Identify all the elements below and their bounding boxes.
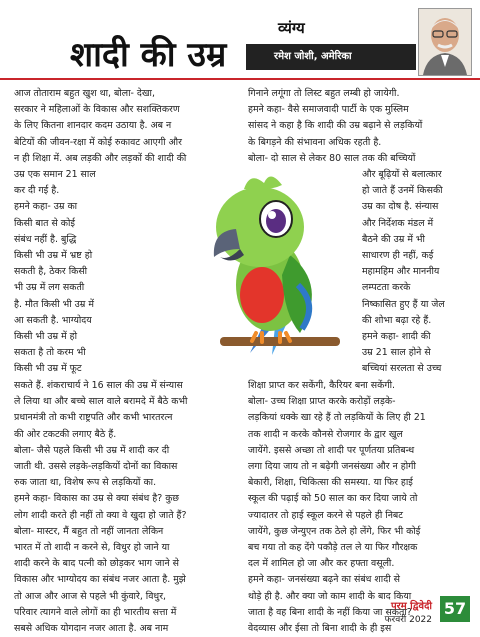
article-text-line: किसी बात से कोई [14,217,76,229]
article-text-line: न ही शिक्षा में. अब लड़की और लड़कों की शादी की [14,152,187,164]
author-name: रमेश जोशी [274,51,314,62]
article-text-line: जाता है वह बिना शादी के नहीं किया जा सकता? [248,606,412,618]
page-number: 57 [440,596,470,622]
issue-date: फरवरी 2022 [384,615,432,625]
right-column-bottom [248,378,470,637]
article-text-line: भारत में तो शादी न करने से, विधुर हो जाने या [14,542,170,554]
article-text-line: हमने कहा- उम्र का [14,201,78,213]
article-text-line: सांसद ने कहा है कि शादी की उम्र बढ़ाने से लड़कियों [248,120,423,132]
category-label: व्यंग्य [278,19,305,37]
article-text-line: विकास और भाग्योदय का संबंध नजर आता है. मुझे [14,574,186,586]
article-text-line: की ओर टकटकी लगाए बैठे हैं. [14,428,117,440]
article-text-line: भी उम्र में लग सकती [14,282,85,294]
author-photo [418,8,472,76]
article-text-line: रुक जाता था, विशेष रूप से लड़कियों का. [14,477,157,489]
magazine-name: परम द्विवेदी [390,601,432,612]
article-text-line: ले लिया था और बच्चे साल वाले बरामदे में बैठे कभी [14,396,188,408]
article-text-line: जाती थी. उससे लड़के-लड़कियों दोनों का विकास [14,461,178,473]
article-text-line: ज्यादातर तो हाई स्कूल करने से पहले ही निबट [248,509,403,521]
article-text-line: हमने कहा- शादी की [362,331,431,343]
article-text-line: किसी भी उम्र में भ्रष्ट हो [14,250,93,262]
article-text-line: वेदव्यास और ईसा तो बिना शादी के ही इस [248,623,392,635]
author-bar: रमेश जोशी, अमेरिका [246,44,416,70]
article-text-line: लोग शादी करते ही नहीं तो क्या वे खुदा हो जाते हैं? [14,509,187,521]
article-text-line: हमने कहा- वैसे समाजवादी पार्टी के एक मुस्लिम [248,104,409,116]
article-text-line: हो जाते हैं उनमें किसकी [362,185,443,197]
article-text-line: और बूढ़ियों से बलात्कार [362,169,442,180]
article-text-line: उम्र का दोष है. संन्यास [362,201,439,213]
article-text-line: हमने कहा- विकास का उम्र से क्या संबंध है? कुछ [14,493,179,505]
article-text-line: हमने कहा- जनसंख्या बढ़ने का संबंध शादी से [248,574,400,586]
article-text-line: के लिए कितना शानदार कदम उठाया है. अब न [14,120,172,132]
article-text-line: और निर्देशक मंडल में [362,217,434,229]
article-text-line: शादी करने के बाद पत्नी को छोड़कर भाग जाने से [14,558,179,570]
article-text-line: किसी भी उम्र में हो [14,331,78,343]
left-column-bottom [14,378,240,637]
article-text-line: तक शादी न करके कौनसे रोजगार के द्वार खुल [248,428,403,440]
right-column-top [248,86,470,167]
parrot-illustration [150,165,380,355]
article-text-line: संबंध नहीं है. बुद्धि [14,233,77,245]
article-text-line: सरकार ने महिलाओं के विकास और सशक्तिकरण [14,104,180,116]
article-text-line: निष्कासित हुए हैं या जेल [362,298,445,310]
article-text-line: सबसे अधिक योगदान नजर आता है. अब नाम [14,623,169,635]
article-text-line: बेकारी, शिक्षा, चिकित्सा की समस्या. या फिर हाई [248,477,413,489]
article-text-line: बोला- दो साल से लेकर 80 साल तक की बच्चियों [248,152,416,164]
author-portrait-icon [419,9,471,75]
article-text-line: लगा दिया जाय तो न बढ़ेगी जनसंख्या और न होगी [248,461,416,473]
article-text-line: लम्पटता करके [362,282,411,294]
article-text-line: बेटियों की जीवन-रक्षा में कोई रुकावट आएगी और [14,136,182,148]
article-text-line: प्रधानमंत्री तो कभी राष्ट्रपति और कभी भारतरत्न [14,412,173,424]
header-divider [0,78,480,80]
article-text-line: के बिगड़ने की संभावना अधिक रहती है. [248,136,382,148]
article-text-line: बच गया तो कह देंगे पकौड़े तल ले या फिर गौरक्षक [248,542,418,554]
article-text-line: उम्र एक समान 21 साल [14,169,96,181]
article-text-line: किसी भी उम्र में फूट [14,363,82,375]
article-text-line: बोला- जैसे पहले किसी भी उम्र में शादी कर दी [14,444,170,456]
article-text-line: परिवार त्यागने वाले लोगों का ही भारतीय सत्ता में [14,606,177,618]
article-text-line: आ सकती है. भाग्योदय [14,314,92,326]
article-text-line: साधारण ही नहीं, कई [362,250,434,262]
page-footer [385,598,432,625]
article-text-line: शिक्षा प्राप्त कर सकेंगी, कैरियर बना सकेंगी. [248,380,396,391]
article-text-line: थोड़े ही है. और क्या जो काम शादी के बाद किया [248,590,412,602]
article-text-line: बोला- मास्टर, मैं बहुत तो नहीं जानता लेकिन [14,525,164,537]
article-text-line: तो आज और आज से पहले भी कुंवारे, विधुर, [14,590,167,602]
article-text-line: दल में शामिल हो जा और कर हफ्ता वसूली. [248,558,395,570]
article-text-line: बच्चियां सरलता से उच्च [362,363,442,375]
article-text-line: की शोभा बढ़ा रहे हैं. [362,314,432,326]
article-text-line: जायेंगे, कुछ जेन्युएन तक ठेले हो लेंगे, फिर भी कोई [248,525,421,537]
article-text-line: कर दी गई है. [14,185,60,197]
article-text-line: जायेंगे. इससे अच्छा तो शादी पर पूर्णतया प्रतिबन्ध [248,444,415,456]
article-text-line: स्कूल की पढ़ाई को 50 साल का कर दिया जाये तो [248,493,418,505]
article-text-line: बोला- उच्च शिक्षा प्राप्त करके करोड़ों लड़के- [248,396,396,408]
article-text-line: महामहिम और माननीय [362,266,440,278]
article-text-line: सकते हैं. शंकराचार्य ने 16 साल की उम्र में संन्यास [14,380,183,391]
article-text-line: गिनाने लगूंगा तो लिस्ट बहुत लम्बी हो जायेगी. [248,88,400,99]
article-title: शादी की उम्र [70,35,227,75]
author-location: अमेरिका [321,51,352,62]
article-text-line: सकती है, ठेकर किसी [14,266,88,278]
article-text-line: सकता है तो करम भी [14,347,86,359]
article-text-line: लड़कियां धक्के खा रहे हैं तो लड़कियों के लिए ही 21 [248,412,426,424]
article-text-line: बैठने की उम्र में भी [362,233,425,245]
article-text-line: आज तोताराम बहुत खुश था, बोला- देखा, [14,88,155,99]
article-text-line: है. मौत किसी भी उम्र में [14,298,94,310]
article-text-line: उम्र 21 साल होने से [362,347,431,359]
